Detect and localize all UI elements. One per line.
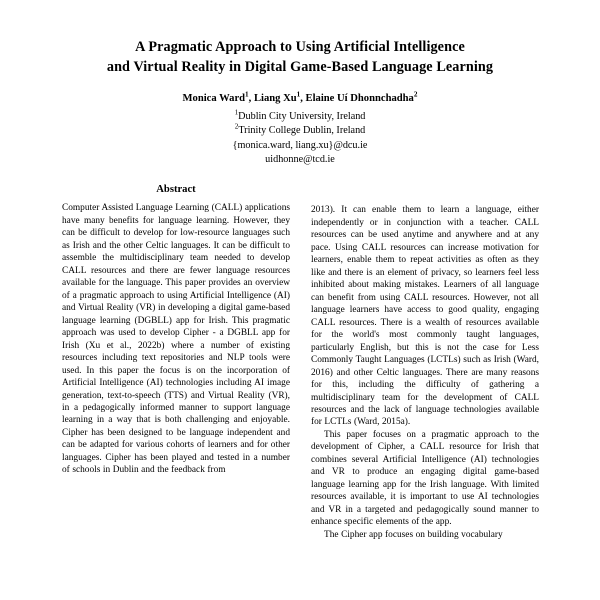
intro-paragraph-3: The Cipher app focuses on building vocabulary xyxy=(324,529,503,540)
affiliation-marker-1: 1 xyxy=(234,108,239,117)
affiliation-line-2: $^2$Trinity College Dublin, Ireland xyxy=(234,122,366,137)
affiliation-block xyxy=(62,110,538,168)
page-title xyxy=(62,38,538,77)
abstract-paragraph: Computer Assisted Language Learning (CALL) applications have many benefits for language learning. However, they can be difficult to develop for low-resource languages such as Irish and the other Celtic languages. It can be difficult to assemble the multidisciplinary team needed to develop CALL resources and there are fewer language resources available for the language. This paper provides an overview of a pragmatic approach to using Artificial Intelligence (AI) and Virtual Reality (VR) in developing a digital game-based language learning (DGBLL) app for Irish. This pragmatic approach was used to develop Cipher - a DGBLL app for Irish (Xu et al., 2022b) where a number of existing resources including text repositories and NLP tools were used. In this paper the focus is on the incorporation of Artificial Intelligence (AI) technologies including AI image generation, text-to-speech (TTS) and Virtual Reality (VR), in a pedagogically informed manner to support language learning in a way that is both challenging and enjoyable. Cipher has been designed to be language independent and can be adapted for various cohorts of learners and for other languages. Cipher has been played and tested in a number of schools in Dublin and the feedback from xyxy=(62,203,290,476)
title-line-1: A Pragmatic Approach to Using Artificial Intelligence xyxy=(135,39,465,55)
column-spacer xyxy=(311,184,539,204)
author-list: Monica Ward$^1$, Liang Xu$^1$, Elaine Uí Dhonnchadha$^2$ xyxy=(182,90,418,105)
author-affil-marker-1: 1 xyxy=(245,90,249,99)
author-affil-marker-2: 1 xyxy=(296,90,301,99)
affiliation-marker-2: 2 xyxy=(234,122,239,131)
affiliation-email-1: {monica.ward, liang.xu}@dcu.ie xyxy=(232,139,368,151)
right-column xyxy=(311,184,539,541)
abstract-heading: Abstract xyxy=(156,184,196,196)
author-affil-marker-3: 2 xyxy=(413,90,418,99)
intro-paragraph-2: This paper focuses on a pragmatic approach to the development of Cipher, a CALL resource for Irish that combines several Artificial Intelligence (AI) technologies and VR to produce an engaging digital game-based language learning app for the Irish language. With limited resources available, it is important to use AI technologies and VR in a targeted and pedagogically sound manner to enhance specific elements of the app. xyxy=(311,429,539,528)
body-columns xyxy=(62,184,538,541)
intro-paragraph-1: 2013). It can enable them to learn a language, either independently or in conjunction with a teacher. CALL resources can be used anytime and anywhere and at any pace. Using CALL resources can increase motivation for learners, enable them to repeat activities as often as they like and there is an element of privacy, so learners feel less inhibited about making mistakes. Learners of all language can benefit from using CALL resources. However, not all language learners have access to good quality, engaging CALL resources. There is a wealth of resources available for the world's most commonly taught languages, particularly English, but this is not the case for Less Commonly Taught Languages (LCTLs) such as Irish (Ward, 2016) and other Celtic languages. There are many reasons for this, including the difficulty of gathering a multidisciplinary team for the development of CALL resources and the lack of language technologies available for LCTLs (Ward, 2015a). xyxy=(311,205,539,428)
left-column xyxy=(62,184,290,541)
title-line-2: and Virtual Reality in Digital Game-Based Language Learning xyxy=(106,58,494,75)
affiliation-email-2: uidhonne@tcd.ie xyxy=(265,154,335,165)
affiliation-line-1: $^1$Dublin City University, Ireland xyxy=(234,108,366,122)
